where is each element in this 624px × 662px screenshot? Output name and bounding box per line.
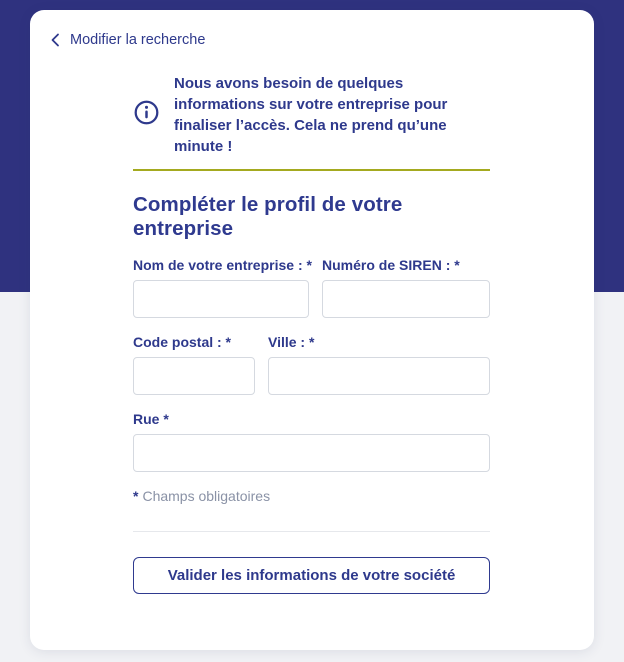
form-row-3 bbox=[133, 411, 490, 472]
siren-field bbox=[322, 257, 490, 318]
info-circle-icon bbox=[133, 99, 160, 131]
company-name-label: Nom de votre entreprise : * bbox=[133, 257, 312, 273]
street-label: Rue * bbox=[133, 411, 169, 427]
company-name-input[interactable] bbox=[133, 280, 309, 318]
page-title: Compléter le profil de votre entreprise bbox=[133, 193, 403, 240]
info-banner-text: Nous avons besoin de quelques informations sur votre entreprise pour finaliser l’accès. Cela ne prend qu’une minute ! bbox=[174, 75, 448, 155]
company-name-field bbox=[133, 257, 312, 318]
postal-code-field bbox=[133, 334, 255, 395]
city-field bbox=[268, 334, 490, 395]
form-divider bbox=[133, 531, 490, 532]
street-input[interactable] bbox=[133, 434, 490, 472]
profile-card bbox=[30, 10, 594, 650]
postal-code-input[interactable] bbox=[133, 357, 255, 395]
required-note-text: Champs obligatoires bbox=[142, 488, 271, 504]
required-fields-note bbox=[133, 488, 490, 504]
card-content bbox=[133, 73, 490, 594]
required-asterisk: * bbox=[133, 488, 139, 504]
back-link[interactable] bbox=[50, 32, 205, 48]
street-field bbox=[133, 411, 490, 472]
siren-label: Numéro de SIREN : * bbox=[322, 257, 460, 273]
city-label: Ville : * bbox=[268, 334, 315, 350]
siren-input[interactable] bbox=[322, 280, 490, 318]
form-row-1 bbox=[133, 257, 490, 318]
city-input[interactable] bbox=[268, 357, 490, 395]
postal-code-label: Code postal : * bbox=[133, 334, 232, 350]
olive-divider bbox=[133, 169, 490, 171]
form-row-2 bbox=[133, 334, 490, 395]
back-link-label: Modifier la recherche bbox=[70, 32, 206, 48]
submit-button[interactable]: Valider les informations de votre société bbox=[133, 557, 490, 594]
info-banner bbox=[133, 73, 490, 157]
chevron-left-icon bbox=[50, 33, 60, 47]
